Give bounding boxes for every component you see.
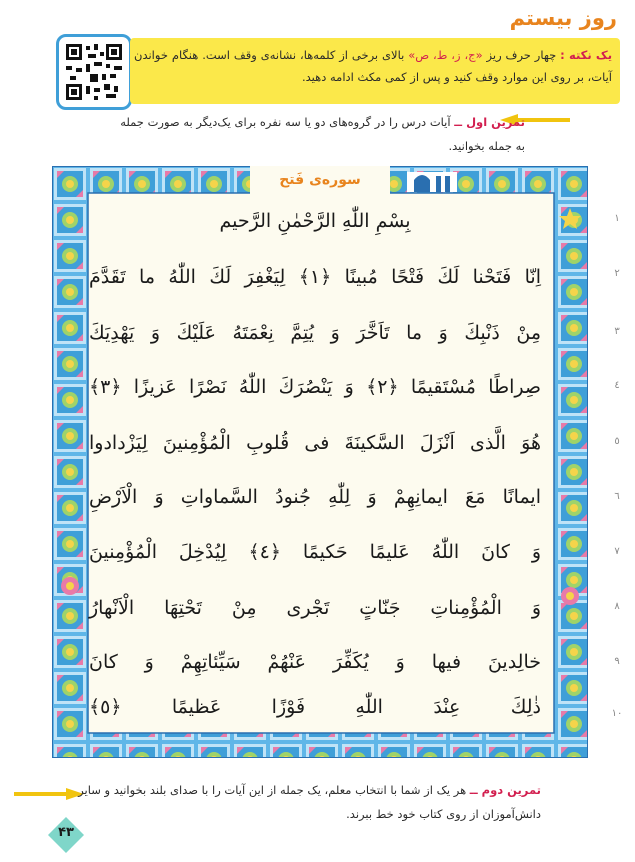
line-number: ٢ [614, 268, 620, 279]
verse-line: ایمانًا مَعَ ایمانِهِمْ وَ لِلّٰهِ جُنودُ السَّماواتِ وَ الْاَرْضِ [89, 486, 541, 508]
exercise2-label: تمرین دوم ــ [469, 783, 541, 797]
surah-title: سوره‌ی فَتح [250, 166, 390, 194]
exercise1-instruction [115, 110, 525, 158]
tip-marks: «ج، ز، ط، ص» [408, 48, 483, 62]
tip-text-after: بالای برخی از کلمه‌ها، نشانه‌ی وقف است. هنگام خواندن آیات، بر روی این موارد وقف کنید و پس از کمی مکث ادامه دهید. [134, 48, 612, 84]
page-title: روز بیستم [509, 6, 617, 30]
exercise1-text: آیات درس را در گروه‌های دو یا سه نفره برای یک‌دیگر به صورت جمله به جمله بخوانید. [120, 115, 525, 153]
verse-line: بِسْمِ اللّٰهِ الرَّحْمٰنِ الرَّحیم [219, 210, 411, 232]
verse-line: هُوَ الَّذی اَنْزَلَ السَّكینَةَ فی قُلوبِ الْمُؤْمِنینَ لِیَزْدادوا [89, 432, 541, 454]
line-number: ٣ [614, 326, 620, 337]
tip-text [134, 44, 612, 88]
tip-box [130, 38, 620, 104]
tip-text-before: چهار حرف ریز [486, 48, 557, 62]
qr-code[interactable] [56, 34, 132, 110]
exercise1-label: تمرین اول ــ [454, 115, 525, 129]
line-number: ٥ [614, 436, 620, 447]
line-number: ٤ [614, 380, 620, 391]
tip-label: یک نکته : [560, 48, 613, 62]
line-number: ٨ [614, 601, 620, 612]
verse-line: خالِدینَ فیها وَ یُكَفِّرَ عَنْهُمْ سَیِّئاتِهِمْ وَ كانَ [89, 651, 541, 673]
page-number: ۴۳ [58, 825, 74, 840]
line-number: ٩ [614, 656, 620, 667]
exercise2-instruction [41, 778, 541, 826]
verse-line: صِراطًا مُسْتَقیمًا ﴿٢﴾ وَ یَنْصُرَكَ اللّٰهُ نَصْرًا عَزیزًا ﴿٣﴾ [89, 376, 542, 398]
line-number: ١ [614, 213, 620, 224]
line-number: ٧ [614, 546, 620, 557]
verse-line: ذٰلِكَ عِنْدَ اللّٰهِ فَوْزًا عَظیمًا ﴿٥﴾ [89, 696, 541, 718]
qr-code-icon [66, 44, 122, 100]
mosque-icon [407, 172, 457, 192]
exercise2-text: هر یک از شما با انتخاب معلم، یک جمله از این آیات را با صدای بلند بخوانید و سایر دانش‌آموزان از روی کتاب خود خط ببرند. [78, 783, 541, 821]
line-number: ٦ [614, 491, 620, 502]
line-number: ١٠ [611, 708, 623, 719]
verse-line: وَ كانَ اللّٰهُ عَلیمًا حَكیمًا ﴿٤﴾ لِیُدْخِلَ الْمُؤْمِنینَ [89, 541, 541, 563]
verse-line: مِنْ ذَنْبِكَ وَ ما تَاَخَّرَ وَ یُتِمَّ نِعْمَتَهُ عَلَیْكَ وَ یَهْدِیَكَ [89, 322, 541, 344]
verse-line: اِنّا فَتَحْنا لَكَ فَتْحًا مُبینًا ﴿١﴾ لِیَغْفِرَ لَكَ اللّٰهُ ما تَقَدَّمَ [89, 266, 541, 288]
verse-line: وَ الْمُؤْمِناتِ جَنّاتٍ تَجْری مِنْ تَحْتِهَا الْاَنْهارُ [89, 597, 541, 619]
